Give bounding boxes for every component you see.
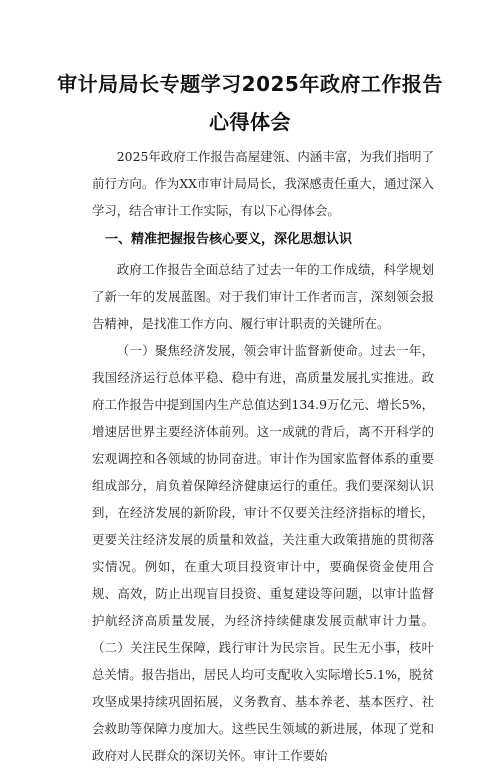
document-body [92,143,434,769]
body-paragraph: （一）聚焦经济发展，领会审计监督新使命。过去一年，我国经济运行总体平稳、稳中有进，高质量发展扎实推进。政府工作报告中提到国内生产总值达到134.9万亿元、增长5%，增速居世界主要经济体前列。这一成就的背后，离不开科学的宏观调控和各领域的协同奋进。审计作为国家监督体系的重要组成部分，肩负着保障经济健康运行的重任。我们要深刻认识到，在经济发展的新阶段，审计不仅要关注经济指标的增长，更要关注经济发展的质量和效益，关注重大政策措施的贯彻落实情况。例如，在重大项目投资审计中，要确保资金使用合规、高效，防止出现盲目投资、重复建设等问题，以审计监督护航经济高质量发展，为经济持续健康发展贡献审计力量。（二）关注民生保障，践行审计为民宗旨。民生无小事，枝叶总关情。报告指出，居民人均可支配收入实际增长5.1%，脱贫攻坚成果持续巩固拓展，义务教育、基本养老、基本医疗、社会救助等保障力度加大。这些民生领域的新进展，体现了党和政府对人民群众的深切关怀。审计工作要始 [92,343,434,763]
document-title: 审计局局长专题学习2025年政府工作报告 [57,72,443,96]
body-paragraph: 政府工作报告全面总结了过去一年的工作成绩，科学规划了新一年的发展蓝图。对于我们审计工作者而言，深刻领会报告精神，是找准工作方向、履行审计职责的关键所在。 [92,262,434,331]
intro-paragraph: 2025年政府工作报告高屋建瓴、内涵丰富，为我们指明了前行方向。作为XX市审计局局长，我深感责任重大，通过深入学习，结合审计工作实际，有以下心得体会。 [92,149,434,218]
document-title-continued: 心得体会 [209,110,291,134]
section-heading: 一、精准把握报告核心要义，深化思想认识 [105,232,353,247]
